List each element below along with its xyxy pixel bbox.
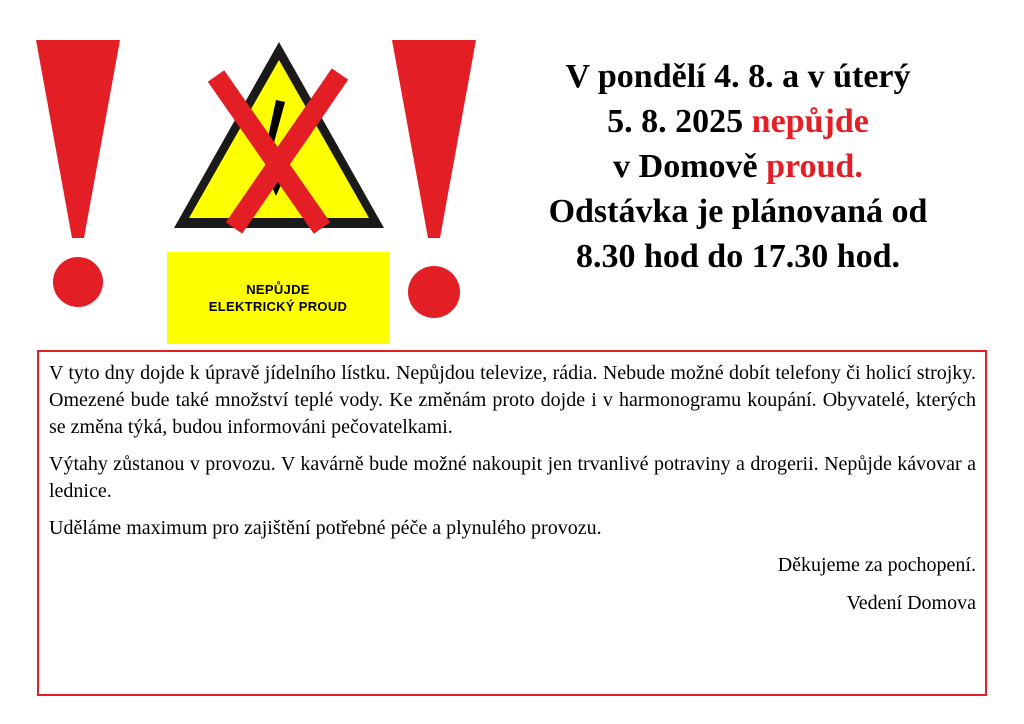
headline-line3-place: v Domově [613, 148, 758, 185]
exclamation-dot-icon [53, 257, 103, 307]
notice-paragraph-2: Výtahy zůstanou v provozu. V kavárně bude možné nakoupit jen trvanlivé potraviny a drogerii. Nepůjde kávovar a lednice. [49, 453, 976, 502]
no-electricity-sign-plate [167, 252, 389, 344]
headline-line5: 8.30 hod do 17.30 hod. [575, 238, 901, 275]
exclamation-dot-icon [408, 266, 460, 318]
headline-line1: V pondělí 4. 8. a v úterý [565, 58, 911, 95]
sign-plate-line1: NEPŮJDE [246, 282, 310, 297]
headline-line2 [478, 99, 998, 144]
notice-paragraph-1: V tyto dny dojde k úpravě jídelního lístku. Nepůjdou televize, rádia. Nebude možné dobít telefony či holicí strojky. Omezené bude také množství teplé vody. Ke změnám proto dojde i v harmonogramu koupání. Obyvatelé, kterých se změna týká, budou informováni pečovatelkami. [49, 362, 976, 438]
sign-plate-line2: ELEKTRICKÝ PROUD [208, 299, 348, 314]
headline-line2-date: 5. 8. 2025 [607, 103, 744, 140]
exclamation-bar-icon [392, 40, 476, 240]
headline-line3 [478, 144, 998, 189]
headline-line4: Odstávka je plánovaná od [548, 193, 928, 230]
exclamation-bar-icon [36, 40, 120, 240]
exclamation-mark-icon-left [36, 40, 120, 310]
headline-line2-emphasis: nepůjde [751, 103, 869, 140]
high-voltage-warning-crossed-icon [172, 38, 386, 234]
headline-line3-emphasis: proud. [766, 148, 863, 185]
notice-signature: Vedení Domova [846, 592, 976, 614]
notice-box [37, 350, 987, 696]
notice-thanks: Děkujeme za pochopení. [777, 554, 976, 576]
exclamation-mark-icon-right [392, 40, 476, 320]
notice-paragraph-3: Uděláme maximum pro zajištění potřebné péče a plynulého provozu. [49, 517, 602, 539]
headline [478, 54, 998, 279]
